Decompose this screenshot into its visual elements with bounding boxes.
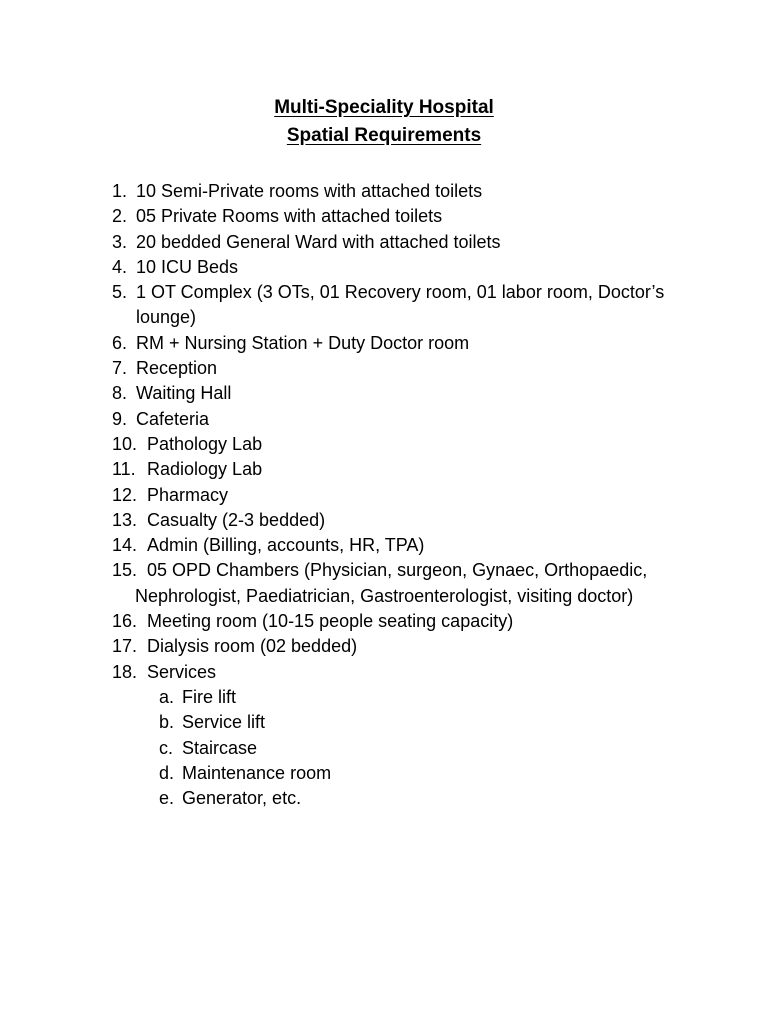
sublist-item bbox=[159, 786, 672, 811]
list-item bbox=[112, 457, 672, 482]
item-text: Admin (Billing, accounts, HR, TPA) bbox=[147, 535, 425, 556]
list-item bbox=[112, 255, 672, 280]
list-item bbox=[112, 407, 672, 432]
item-text: 05 OPD Chambers (Physician, surgeon, Gynaec, Orthopaedic, bbox=[147, 560, 648, 581]
item-text-wrapper bbox=[147, 660, 672, 812]
item-number: 8. bbox=[112, 383, 128, 404]
sub-item-letter: d. bbox=[159, 762, 175, 783]
item-number: 13. bbox=[112, 509, 138, 530]
sub-item-letter: b. bbox=[159, 712, 175, 733]
item-text: 20 bedded General Ward with attached toilets bbox=[136, 231, 501, 252]
item-number: 11. bbox=[112, 459, 136, 480]
item-text: Dialysis room (02 bedded) bbox=[147, 636, 358, 657]
services-sublist bbox=[147, 685, 672, 811]
item-number: 9. bbox=[112, 408, 128, 429]
list-item bbox=[112, 558, 672, 609]
document-title: Multi-Speciality Hospital bbox=[274, 97, 494, 118]
item-text: Meeting room (10-15 people seating capacity) bbox=[147, 611, 514, 632]
item-number: 18. bbox=[112, 661, 138, 682]
item-number: 14. bbox=[112, 535, 138, 556]
sub-item-text: Service lift bbox=[182, 712, 266, 733]
list-item bbox=[112, 508, 672, 533]
sublist-item bbox=[159, 761, 672, 786]
item-text: Casualty (2-3 bedded) bbox=[147, 509, 326, 530]
item-text: Radiology Lab bbox=[147, 459, 263, 480]
list-item bbox=[112, 179, 672, 204]
list-item bbox=[112, 609, 672, 634]
item-text: 10 Semi-Private rooms with attached toilets bbox=[136, 181, 483, 201]
list-item bbox=[112, 331, 672, 356]
list-item bbox=[112, 230, 672, 255]
item-text: Reception bbox=[136, 358, 218, 379]
item-text: RM + Nursing Station + Duty Doctor room bbox=[136, 332, 470, 353]
item-text: Services bbox=[147, 661, 217, 682]
item-number: 12. bbox=[112, 484, 138, 505]
list-item bbox=[112, 660, 672, 812]
sublist-item bbox=[159, 685, 672, 710]
list-item bbox=[112, 634, 672, 659]
item-text: Pharmacy bbox=[147, 484, 229, 505]
item-text-wrapper bbox=[136, 280, 672, 331]
item-text: Pathology Lab bbox=[147, 433, 263, 454]
item-number: 15. bbox=[112, 560, 138, 581]
list-item bbox=[112, 483, 672, 508]
item-number: 4. bbox=[112, 256, 128, 277]
item-number: 6. bbox=[112, 332, 128, 353]
item-number: 1. bbox=[112, 181, 128, 201]
item-text-wrapper bbox=[135, 558, 672, 609]
title-block bbox=[0, 94, 768, 150]
sub-item-text: Staircase bbox=[182, 737, 258, 758]
requirements-list bbox=[112, 179, 672, 811]
sublist-item bbox=[159, 710, 672, 735]
list-item bbox=[112, 356, 672, 381]
sub-item-letter: a. bbox=[159, 686, 175, 707]
sub-item-letter: e. bbox=[159, 788, 175, 809]
sub-item-letter: c. bbox=[159, 737, 174, 758]
item-number: 5. bbox=[112, 282, 128, 303]
item-text-continuation: lounge) bbox=[136, 307, 197, 328]
sub-item-text: Fire lift bbox=[182, 686, 236, 707]
item-number: 17. bbox=[112, 636, 138, 657]
item-number: 3. bbox=[112, 231, 128, 252]
item-number: 10. bbox=[112, 433, 138, 454]
item-number: 7. bbox=[112, 358, 128, 379]
sub-item-text: Maintenance room bbox=[182, 762, 332, 783]
document-subtitle: Spatial Requirements bbox=[286, 125, 482, 146]
item-text-continuation: Nephrologist, Paediatrician, Gastroenterologist, visiting doctor) bbox=[135, 585, 634, 606]
item-text: Waiting Hall bbox=[136, 383, 232, 404]
list-item bbox=[112, 204, 672, 229]
item-number: 2. bbox=[112, 206, 128, 227]
item-number: 16. bbox=[112, 611, 138, 632]
list-item bbox=[112, 280, 672, 331]
item-text: 05 Private Rooms with attached toilets bbox=[136, 206, 443, 227]
sub-item-text: Generator, etc. bbox=[182, 788, 302, 809]
sublist-item bbox=[159, 736, 672, 761]
list-item bbox=[112, 432, 672, 457]
item-text: 1 OT Complex (3 OTs, 01 Recovery room, 01 labor room, Doctor’s bbox=[136, 282, 665, 303]
list-item bbox=[112, 533, 672, 558]
item-text: 10 ICU Beds bbox=[136, 256, 239, 277]
list-item bbox=[112, 381, 672, 406]
item-text: Cafeteria bbox=[136, 408, 210, 429]
